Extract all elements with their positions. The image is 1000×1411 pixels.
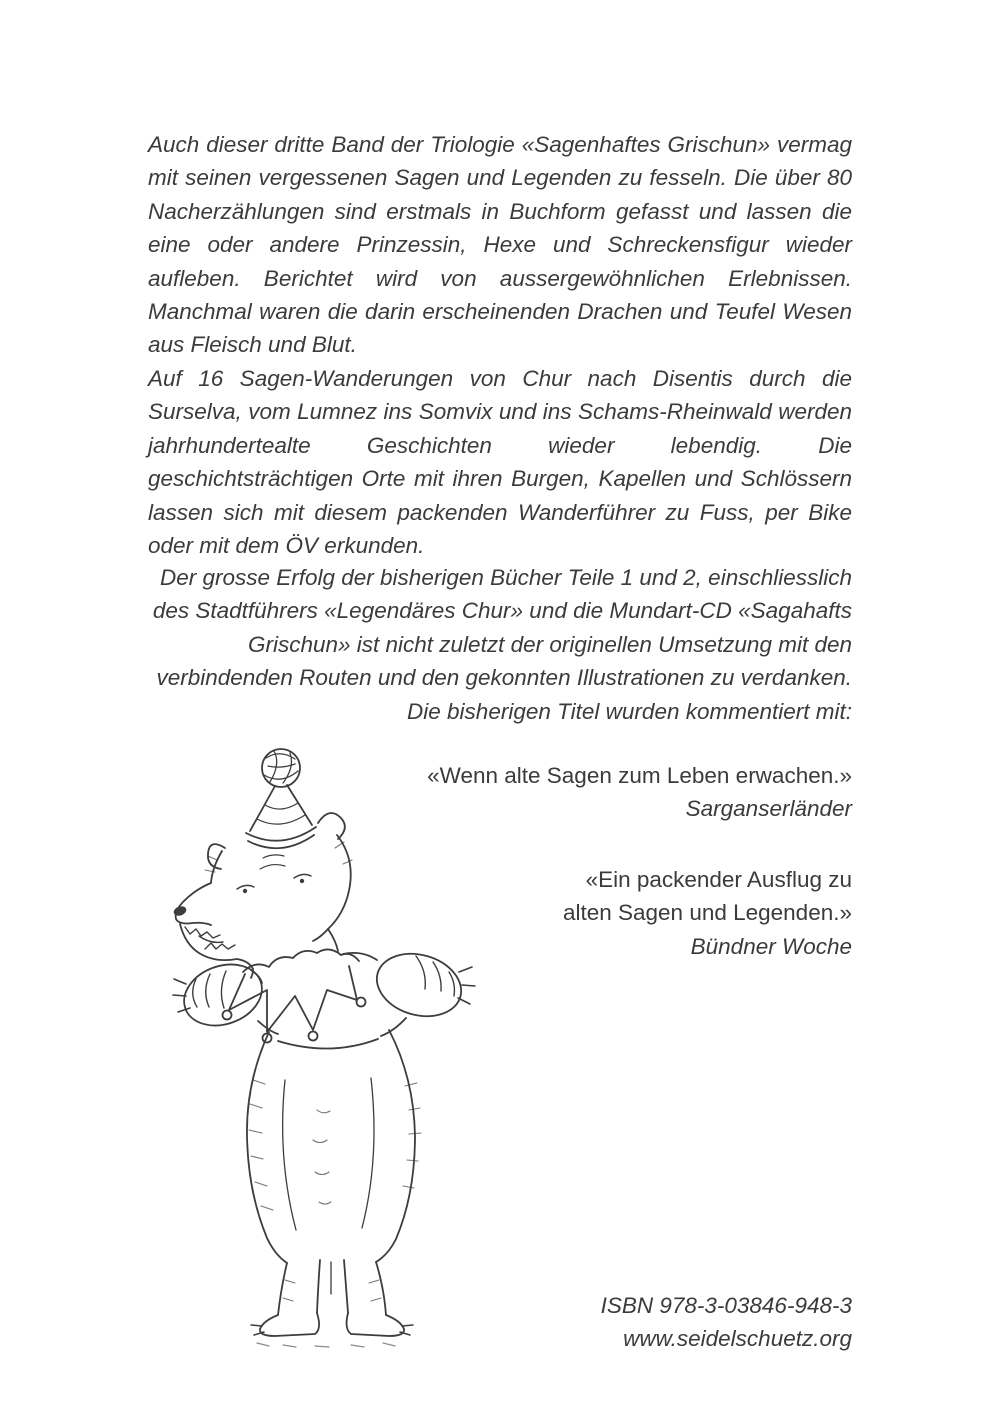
quote-text-line-2: alten Sagen und Legenden.» (562, 900, 852, 926)
bear-sketch-drawing (165, 738, 500, 1358)
intro-paragraph-1: Auch dieser dritte Band der Triologie «Sagenhaftes Grischun» vermag mit seinen vergessenen Sagen und Legenden zu fesseln. Die über 80 Nacherzählungen sind erstmals in Buchform gefasst und lassen die eine oder andere Prinzessin, Hexe und Schreckensfigur wieder aufleben. Berichtet wird von aussergewöhnlichen Erlebnissen. Manchmal waren die darin erscheinenden Drachen und Teufel Wesen aus Fleisch und Blut. (148, 132, 852, 358)
intro-paragraph-2: Auf 16 Sagen-Wanderungen von Chur nach Disentis durch die Surselva, vom Lumnez ins Somvix und ins Schams-Rheinwald werden jahrhundertealte Geschichten wieder lebendig. Die geschichtsträchtigen Orte mit ihren Burgen, Kapellen und Schlössern lassen sich mit diesem packenden Wanderführer zu Fuss, per Bike oder mit dem ÖV erkunden. (148, 366, 852, 559)
footer-block (148, 1289, 852, 1356)
bear-illustration (165, 738, 500, 1358)
quote-text-line-1: «Ein packender Ausflug zu (585, 867, 852, 892)
publisher-website: www.seidelschuetz.org (623, 1326, 852, 1352)
quote-source: Bündner Woche (690, 933, 852, 959)
quote-source: Sarganserländer (685, 796, 852, 822)
success-paragraph: Der grosse Erfolg der bisherigen Bücher Teile 1 und 2, einschliesslich des Stadtführers «Legendäres Chur» und die Mundart-CD «Sagahafts Grischun» ist nicht zuletzt der originellen Umsetzung mit den verbindenden Routen und den gekonnten Illustrationen zu verdanken. Die bisherigen Titel wurden kommentiert mit: (152, 565, 852, 724)
quote-text: «Wenn alte Sagen zum Leben erwachen.» (427, 763, 852, 788)
isbn-number: ISBN 978-3-03846-948-3 (600, 1293, 852, 1318)
